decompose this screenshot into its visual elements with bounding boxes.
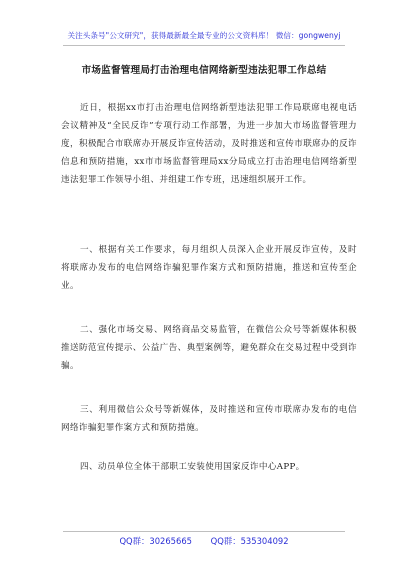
paragraph-intro: 近日，根据xx市打击治理电信网络新型违法犯罪工作局联席电视电话会议精神及“全民反诈”专项行动工作部署，为进一步加大市场监督管理力度，积极配合市联席办开展反诈宣传活动，及时推送和宣传市联席办的反诈信息和预防措施，xx市市场监督管理局xx分局成立打击治理电信网络新型违法犯罪工作领导小组、并组建工作专班，迅速组织展开工作。 [61, 103, 357, 185]
header-banner: 关注头条号"公文研究"，获得最新最全最专业的公文资料库！ 微信：gongwenyj [67, 31, 341, 40]
paragraph-item-4: 四、动员单位全体干部职工安装使用国家反诈中心APP。 [80, 462, 305, 472]
document-title: 市场监督管理局打击治理电信网络新型违法犯罪工作总结 [81, 65, 327, 76]
footer [0, 535, 408, 547]
header-divider [63, 45, 345, 46]
footer-qq-group-2: QQ群：535304092 [210, 536, 289, 546]
footer-qq-group-1: QQ群：30265665 [119, 536, 192, 546]
paragraph-item-3: 三、利用微信公众号等新媒体，及时推送和宣传市联席办发布的电信网络诈骗犯罪作案方式和预防措施。 [61, 405, 357, 433]
footer-divider [63, 531, 345, 532]
paragraph-item-2: 二、强化市场交易、网络商品交易监管，在微信公众号等新媒体积极推送防范宣传提示、公益广告、典型案例等，避免群众在交易过程中受到诈骗。 [61, 325, 357, 371]
paragraph-item-1: 一、根据有关工作要求，每月组织人员深入企业开展反诈宣传，及时将联席办发布的电信网络诈骗犯罪作案方式和预防措施，推送和宣传至企业。 [61, 245, 357, 291]
